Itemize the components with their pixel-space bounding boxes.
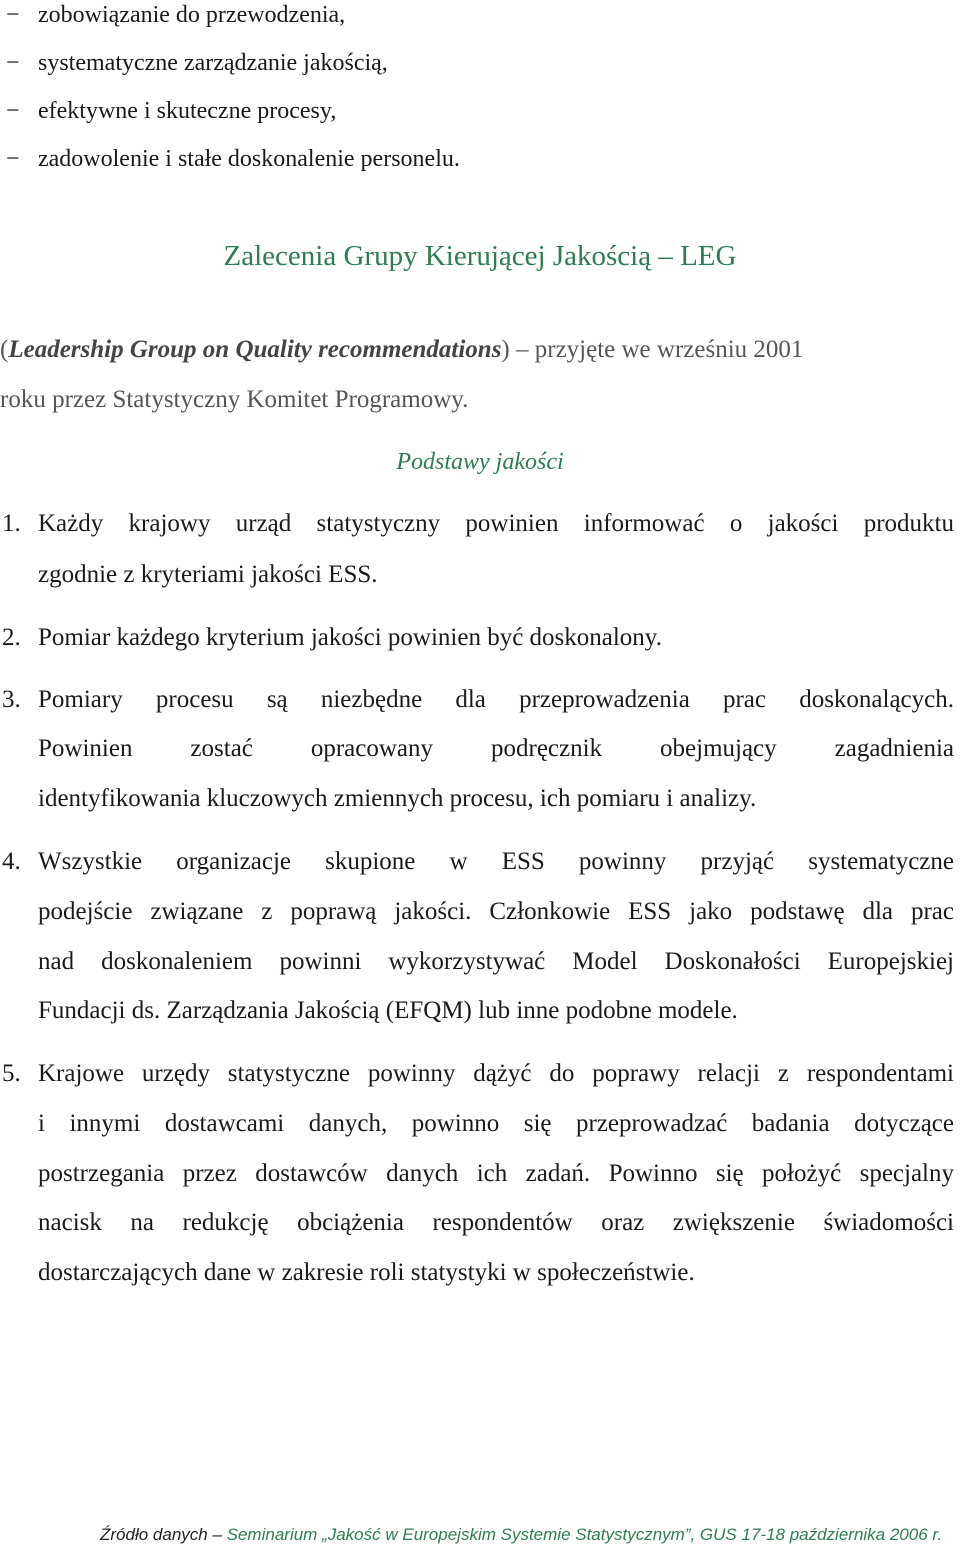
item-line: podejście związane z poprawą jakości. Członkowie ESS jako podstawę dla prac	[38, 898, 954, 925]
item-line: Pomiary procesu są niezbędne dla przeprowadzenia prac doskonalących.	[38, 686, 954, 713]
item-line: Krajowe urzędy statystyczne powinny dążyć do poprawy relacji z respondentami	[38, 1060, 954, 1087]
footer-source	[100, 1525, 942, 1545]
item-line: dostarczających dane w zakresie roli statystyki w społeczeństwie.	[38, 1259, 695, 1286]
item-line: Każdy krajowy urząd statystyczny powinien informować o jakości produktu	[38, 510, 954, 537]
item-number: 3.	[2, 686, 21, 713]
intro-english-name: Leadership Group on Quality recommendations	[8, 336, 502, 363]
bullet-item	[6, 0, 345, 30]
bullet-text: zadowolenie i stałe doskonalenie personelu.	[38, 146, 460, 172]
item-line: nacisk na redukcję obciążenia respondentów oraz zwiększenie świadomości	[38, 1209, 954, 1236]
bullet-text: zobowiązanie do przewodzenia,	[38, 2, 346, 28]
bullet-item	[6, 144, 460, 174]
item-line: zgodnie z kryteriami jakości ESS.	[38, 561, 378, 588]
bullet-marker: −	[6, 146, 20, 172]
intro-open-paren: (	[0, 336, 9, 363]
item-line: nad doskonaleniem powinni wykorzystywać Model Doskonałości Europejskiej	[38, 948, 954, 975]
item-line: i innymi dostawcami danych, powinno się przeprowadzać badania dotyczące	[38, 1110, 954, 1137]
bullet-text: efektywne i skuteczne procesy,	[38, 98, 337, 124]
item-number: 4.	[2, 848, 21, 875]
bullet-item	[6, 96, 336, 126]
section-title: Zalecenia Grupy Kierującej Jakością – LEG	[223, 240, 737, 272]
footer-prefix: Źródło danych –	[100, 1525, 227, 1544]
item-number: 2.	[2, 624, 21, 651]
footer-source-text: Seminarium „Jakość w Europejskim Systemie Statystycznym”, GUS 17-18 października 2006 r.	[226, 1525, 943, 1544]
intro-close-paren: )	[501, 336, 510, 363]
item-line: Wszystkie organizacje skupione w ESS powinny przyjąć systematyczne	[38, 848, 954, 875]
bullet-item	[6, 48, 388, 78]
item-line: Pomiar każdego kryterium jakości powinien być doskonalony.	[38, 624, 662, 651]
intro-rest: – przyjęte we wrześniu 2001	[509, 336, 804, 363]
bullet-marker: −	[6, 50, 20, 76]
item-line: Powinien zostać opracowany podręcznik obejmujący zagadnienia	[38, 735, 954, 762]
item-line: identyfikowania kluczowych zmiennych procesu, ich pomiaru i analizy.	[38, 785, 757, 812]
bullet-text: systematyczne zarządzanie jakością,	[38, 50, 388, 76]
item-number: 5.	[2, 1060, 21, 1087]
bullet-marker: −	[6, 98, 20, 124]
item-number: 1.	[2, 510, 21, 537]
intro-line-1	[0, 336, 803, 364]
subtitle: Podstawy jakości	[396, 449, 564, 475]
bullet-marker: −	[6, 2, 20, 28]
item-line: Fundacji ds. Zarządzania Jakością (EFQM) lub inne podobne modele.	[38, 997, 738, 1024]
item-line: postrzegania przez dostawców danych ich zadań. Powinno się położyć specjalny	[38, 1160, 954, 1187]
intro-line-2: roku przez Statystyczny Komitet Programowy.	[0, 386, 469, 413]
